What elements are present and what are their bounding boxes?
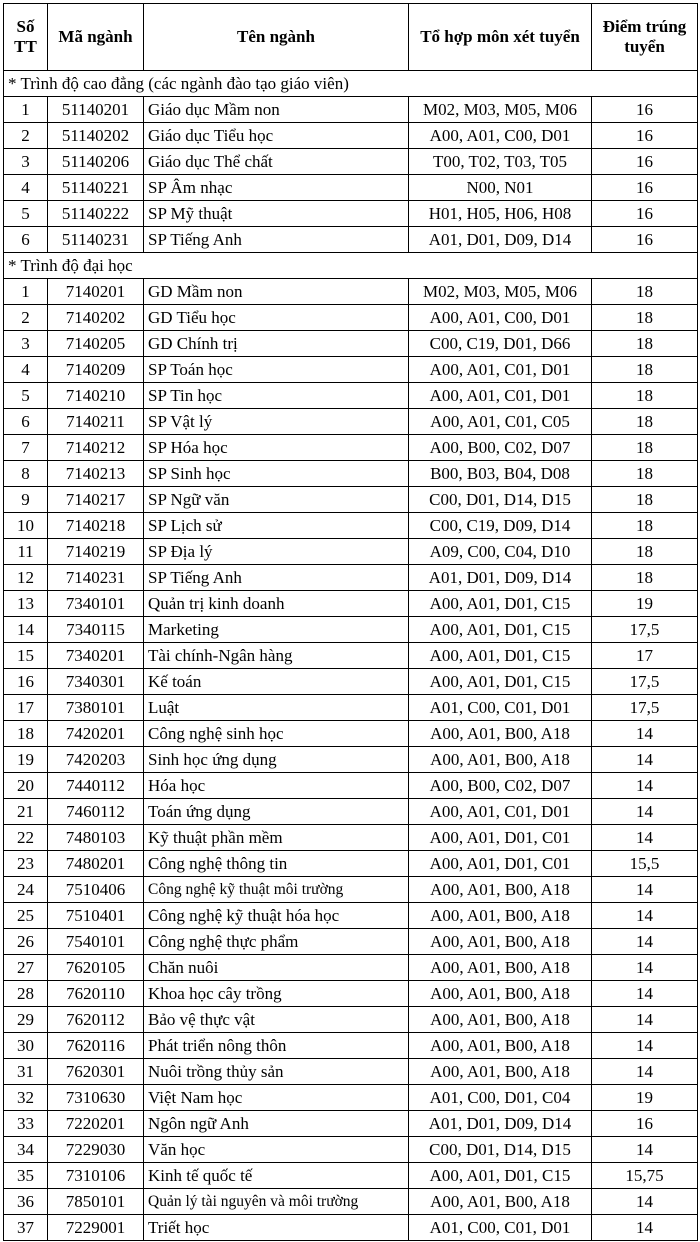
cell-code: 7140209 bbox=[48, 357, 144, 383]
table-row bbox=[4, 279, 698, 305]
cell-code: 7440112 bbox=[48, 773, 144, 799]
cell-code: 51140206 bbox=[48, 149, 144, 175]
cell-stt: 37 bbox=[4, 1215, 48, 1241]
cell-stt: 33 bbox=[4, 1111, 48, 1137]
cell-stt: 12 bbox=[4, 565, 48, 591]
cell-combo: A00, A01, D01, C15 bbox=[409, 1163, 592, 1189]
cell-code: 7229001 bbox=[48, 1215, 144, 1241]
cell-score: 18 bbox=[592, 487, 698, 513]
header-combo: Tổ hợp môn xét tuyển bbox=[409, 4, 592, 71]
cell-combo: A00, A01, B00, A18 bbox=[409, 1059, 592, 1085]
cell-name: Khoa học cây trồng bbox=[144, 981, 409, 1007]
cell-stt: 25 bbox=[4, 903, 48, 929]
cell-code: 7140202 bbox=[48, 305, 144, 331]
cell-combo: A00, A01, B00, A18 bbox=[409, 955, 592, 981]
table-row bbox=[4, 1215, 698, 1241]
cell-score: 17,5 bbox=[592, 669, 698, 695]
cell-stt: 19 bbox=[4, 747, 48, 773]
cell-stt: 2 bbox=[4, 123, 48, 149]
cell-stt: 16 bbox=[4, 669, 48, 695]
cell-combo: A09, C00, C04, D10 bbox=[409, 539, 592, 565]
cell-code: 7229030 bbox=[48, 1137, 144, 1163]
cell-combo: A01, D01, D09, D14 bbox=[409, 227, 592, 253]
cell-name: Công nghệ thông tin bbox=[144, 851, 409, 877]
cell-name: SP Hóa học bbox=[144, 435, 409, 461]
table-row bbox=[4, 1033, 698, 1059]
table-row bbox=[4, 1085, 698, 1111]
table-row bbox=[4, 1163, 698, 1189]
cell-score: 16 bbox=[592, 1111, 698, 1137]
cell-code: 7140212 bbox=[48, 435, 144, 461]
cell-stt: 7 bbox=[4, 435, 48, 461]
table-row bbox=[4, 981, 698, 1007]
cell-score: 14 bbox=[592, 877, 698, 903]
cell-code: 7540101 bbox=[48, 929, 144, 955]
cell-combo: A00, A01, C00, D01 bbox=[409, 305, 592, 331]
cell-stt: 23 bbox=[4, 851, 48, 877]
cell-combo: A00, A01, B00, A18 bbox=[409, 1189, 592, 1215]
table-row bbox=[4, 383, 698, 409]
cell-score: 14 bbox=[592, 825, 698, 851]
cell-combo: C00, D01, D14, D15 bbox=[409, 487, 592, 513]
cell-name: Chăn nuôi bbox=[144, 955, 409, 981]
table-row bbox=[4, 669, 698, 695]
cell-name: Quản lý tài nguyên và môi trường bbox=[144, 1189, 409, 1215]
table-row bbox=[4, 305, 698, 331]
cell-score: 14 bbox=[592, 1215, 698, 1241]
cell-score: 14 bbox=[592, 1059, 698, 1085]
cell-combo: C00, C19, D09, D14 bbox=[409, 513, 592, 539]
cell-combo: A00, A01, B00, A18 bbox=[409, 929, 592, 955]
cell-combo: A00, A01, B00, A18 bbox=[409, 1007, 592, 1033]
cell-score: 14 bbox=[592, 955, 698, 981]
cell-code: 7460112 bbox=[48, 799, 144, 825]
table-row bbox=[4, 825, 698, 851]
cell-combo: A00, A01, C01, D01 bbox=[409, 357, 592, 383]
cell-combo: A00, A01, D01, C15 bbox=[409, 669, 592, 695]
cell-code: 7480103 bbox=[48, 825, 144, 851]
cell-combo: A00, A01, B00, A18 bbox=[409, 877, 592, 903]
cell-combo: H01, H05, H06, H08 bbox=[409, 201, 592, 227]
cell-score: 18 bbox=[592, 461, 698, 487]
cell-code: 51140201 bbox=[48, 97, 144, 123]
cell-stt: 30 bbox=[4, 1033, 48, 1059]
cell-score: 18 bbox=[592, 513, 698, 539]
cell-score: 18 bbox=[592, 409, 698, 435]
section-row bbox=[4, 253, 698, 279]
cell-code: 7140201 bbox=[48, 279, 144, 305]
cell-name: SP Vật lý bbox=[144, 409, 409, 435]
section-row bbox=[4, 71, 698, 97]
cell-code: 7380101 bbox=[48, 695, 144, 721]
cell-name: Kỹ thuật phần mềm bbox=[144, 825, 409, 851]
table-row bbox=[4, 539, 698, 565]
admissions-table bbox=[3, 3, 698, 1241]
cell-name: Quản trị kinh doanh bbox=[144, 591, 409, 617]
cell-name: Công nghệ kỹ thuật hóa học bbox=[144, 903, 409, 929]
cell-name: SP Sinh học bbox=[144, 461, 409, 487]
cell-name: Việt Nam học bbox=[144, 1085, 409, 1111]
cell-stt: 26 bbox=[4, 929, 48, 955]
cell-code: 7140219 bbox=[48, 539, 144, 565]
cell-stt: 6 bbox=[4, 227, 48, 253]
cell-code: 7140210 bbox=[48, 383, 144, 409]
table-row bbox=[4, 721, 698, 747]
cell-score: 17 bbox=[592, 643, 698, 669]
table-row bbox=[4, 747, 698, 773]
cell-combo: A01, C00, D01, C04 bbox=[409, 1085, 592, 1111]
cell-stt: 24 bbox=[4, 877, 48, 903]
table-row bbox=[4, 1059, 698, 1085]
cell-score: 14 bbox=[592, 981, 698, 1007]
cell-score: 16 bbox=[592, 123, 698, 149]
cell-combo: A00, A01, D01, C01 bbox=[409, 851, 592, 877]
cell-code: 51140202 bbox=[48, 123, 144, 149]
table-row bbox=[4, 565, 698, 591]
cell-score: 14 bbox=[592, 1189, 698, 1215]
cell-name: Phát triển nông thôn bbox=[144, 1033, 409, 1059]
cell-name: GD Chính trị bbox=[144, 331, 409, 357]
cell-combo: A00, B00, C02, D07 bbox=[409, 435, 592, 461]
cell-score: 16 bbox=[592, 201, 698, 227]
cell-code: 7310630 bbox=[48, 1085, 144, 1111]
cell-name: Bảo vệ thực vật bbox=[144, 1007, 409, 1033]
table-row bbox=[4, 877, 698, 903]
cell-score: 18 bbox=[592, 383, 698, 409]
cell-name: Công nghệ sinh học bbox=[144, 721, 409, 747]
cell-code: 7340101 bbox=[48, 591, 144, 617]
table-body bbox=[4, 71, 698, 1241]
cell-name: GD Tiểu học bbox=[144, 305, 409, 331]
cell-code: 7140217 bbox=[48, 487, 144, 513]
cell-stt: 2 bbox=[4, 305, 48, 331]
cell-name: SP Địa lý bbox=[144, 539, 409, 565]
cell-stt: 18 bbox=[4, 721, 48, 747]
cell-code: 51140231 bbox=[48, 227, 144, 253]
cell-name: Tài chính-Ngân hàng bbox=[144, 643, 409, 669]
cell-stt: 1 bbox=[4, 279, 48, 305]
cell-name: Ngôn ngữ Anh bbox=[144, 1111, 409, 1137]
table-row bbox=[4, 175, 698, 201]
cell-code: 7420203 bbox=[48, 747, 144, 773]
cell-combo: A00, A01, C00, D01 bbox=[409, 123, 592, 149]
cell-code: 7510401 bbox=[48, 903, 144, 929]
cell-score: 14 bbox=[592, 903, 698, 929]
cell-code: 7140231 bbox=[48, 565, 144, 591]
cell-stt: 17 bbox=[4, 695, 48, 721]
cell-name: Công nghệ thực phẩm bbox=[144, 929, 409, 955]
cell-stt: 4 bbox=[4, 175, 48, 201]
cell-name: Giáo dục Mầm non bbox=[144, 97, 409, 123]
table-row bbox=[4, 643, 698, 669]
cell-code: 7140218 bbox=[48, 513, 144, 539]
table-row bbox=[4, 695, 698, 721]
cell-combo: T00, T02, T03, T05 bbox=[409, 149, 592, 175]
cell-name: Toán ứng dụng bbox=[144, 799, 409, 825]
header-name: Tên ngành bbox=[144, 4, 409, 71]
cell-stt: 13 bbox=[4, 591, 48, 617]
header-row bbox=[4, 4, 698, 71]
cell-stt: 11 bbox=[4, 539, 48, 565]
cell-score: 14 bbox=[592, 773, 698, 799]
cell-stt: 28 bbox=[4, 981, 48, 1007]
cell-score: 17,5 bbox=[592, 695, 698, 721]
table-row bbox=[4, 1007, 698, 1033]
cell-score: 17,5 bbox=[592, 617, 698, 643]
cell-stt: 20 bbox=[4, 773, 48, 799]
table-row bbox=[4, 903, 698, 929]
cell-name: Hóa học bbox=[144, 773, 409, 799]
cell-stt: 5 bbox=[4, 201, 48, 227]
section-title: * Trình độ đại học bbox=[4, 253, 698, 279]
cell-stt: 35 bbox=[4, 1163, 48, 1189]
header-score: Điểm trúng tuyển bbox=[592, 4, 698, 71]
cell-combo: A00, A01, B00, A18 bbox=[409, 903, 592, 929]
cell-score: 19 bbox=[592, 591, 698, 617]
cell-score: 18 bbox=[592, 305, 698, 331]
cell-score: 14 bbox=[592, 799, 698, 825]
table-row bbox=[4, 1189, 698, 1215]
cell-combo: A01, D01, D09, D14 bbox=[409, 1111, 592, 1137]
table-row bbox=[4, 123, 698, 149]
table-row bbox=[4, 773, 698, 799]
cell-name: Giáo dục Tiểu học bbox=[144, 123, 409, 149]
cell-name: Kế toán bbox=[144, 669, 409, 695]
cell-name: GD Mầm non bbox=[144, 279, 409, 305]
table-row bbox=[4, 617, 698, 643]
cell-name: SP Toán học bbox=[144, 357, 409, 383]
cell-stt: 8 bbox=[4, 461, 48, 487]
cell-combo: A00, A01, B00, A18 bbox=[409, 721, 592, 747]
table-row bbox=[4, 461, 698, 487]
cell-name: SP Ngữ văn bbox=[144, 487, 409, 513]
cell-code: 7620110 bbox=[48, 981, 144, 1007]
table-row bbox=[4, 851, 698, 877]
cell-combo: A00, B00, C02, D07 bbox=[409, 773, 592, 799]
cell-combo: C00, D01, D14, D15 bbox=[409, 1137, 592, 1163]
table-row bbox=[4, 149, 698, 175]
cell-stt: 36 bbox=[4, 1189, 48, 1215]
cell-code: 7480201 bbox=[48, 851, 144, 877]
cell-combo: A01, C00, C01, D01 bbox=[409, 1215, 592, 1241]
cell-score: 14 bbox=[592, 1007, 698, 1033]
cell-name: Văn học bbox=[144, 1137, 409, 1163]
cell-combo: A00, A01, D01, C01 bbox=[409, 825, 592, 851]
table-row bbox=[4, 929, 698, 955]
cell-score: 16 bbox=[592, 97, 698, 123]
cell-combo: A00, A01, B00, A18 bbox=[409, 1033, 592, 1059]
table-row bbox=[4, 97, 698, 123]
cell-code: 7340115 bbox=[48, 617, 144, 643]
cell-stt: 3 bbox=[4, 331, 48, 357]
cell-stt: 34 bbox=[4, 1137, 48, 1163]
cell-name: Luật bbox=[144, 695, 409, 721]
table-row bbox=[4, 331, 698, 357]
header-stt: Số TT bbox=[4, 4, 48, 71]
table-row bbox=[4, 357, 698, 383]
cell-combo: A00, A01, B00, A18 bbox=[409, 747, 592, 773]
cell-stt: 1 bbox=[4, 97, 48, 123]
cell-score: 18 bbox=[592, 279, 698, 305]
cell-name: Sinh học ứng dụng bbox=[144, 747, 409, 773]
cell-stt: 31 bbox=[4, 1059, 48, 1085]
cell-stt: 9 bbox=[4, 487, 48, 513]
cell-stt: 10 bbox=[4, 513, 48, 539]
cell-name: SP Mỹ thuật bbox=[144, 201, 409, 227]
cell-combo: A01, C00, C01, D01 bbox=[409, 695, 592, 721]
cell-score: 16 bbox=[592, 227, 698, 253]
cell-score: 14 bbox=[592, 1033, 698, 1059]
cell-stt: 27 bbox=[4, 955, 48, 981]
cell-code: 7510406 bbox=[48, 877, 144, 903]
cell-score: 18 bbox=[592, 565, 698, 591]
cell-score: 18 bbox=[592, 435, 698, 461]
cell-score: 14 bbox=[592, 721, 698, 747]
cell-stt: 14 bbox=[4, 617, 48, 643]
cell-code: 7620105 bbox=[48, 955, 144, 981]
cell-combo: C00, C19, D01, D66 bbox=[409, 331, 592, 357]
cell-combo: A00, A01, B00, A18 bbox=[409, 981, 592, 1007]
table-row bbox=[4, 227, 698, 253]
cell-score: 16 bbox=[592, 175, 698, 201]
cell-name: Nuôi trồng thủy sản bbox=[144, 1059, 409, 1085]
cell-combo: A00, A01, D01, C15 bbox=[409, 591, 592, 617]
cell-code: 7140211 bbox=[48, 409, 144, 435]
cell-score: 14 bbox=[592, 929, 698, 955]
cell-name: Marketing bbox=[144, 617, 409, 643]
table-row bbox=[4, 591, 698, 617]
table-row bbox=[4, 1111, 698, 1137]
cell-score: 14 bbox=[592, 747, 698, 773]
cell-stt: 3 bbox=[4, 149, 48, 175]
cell-score: 18 bbox=[592, 539, 698, 565]
cell-code: 7340301 bbox=[48, 669, 144, 695]
cell-stt: 5 bbox=[4, 383, 48, 409]
cell-score: 15,5 bbox=[592, 851, 698, 877]
cell-combo: A00, A01, C01, D01 bbox=[409, 383, 592, 409]
cell-name: SP Lịch sử bbox=[144, 513, 409, 539]
section-title: * Trình độ cao đẳng (các ngành đào tạo giáo viên) bbox=[4, 71, 698, 97]
cell-combo: N00, N01 bbox=[409, 175, 592, 201]
cell-score: 19 bbox=[592, 1085, 698, 1111]
cell-combo: A01, D01, D09, D14 bbox=[409, 565, 592, 591]
cell-stt: 32 bbox=[4, 1085, 48, 1111]
cell-code: 7620116 bbox=[48, 1033, 144, 1059]
cell-code: 7620301 bbox=[48, 1059, 144, 1085]
cell-score: 14 bbox=[592, 1137, 698, 1163]
cell-code: 7420201 bbox=[48, 721, 144, 747]
table-row bbox=[4, 435, 698, 461]
cell-code: 7620112 bbox=[48, 1007, 144, 1033]
table-row bbox=[4, 487, 698, 513]
cell-stt: 22 bbox=[4, 825, 48, 851]
table-row bbox=[4, 409, 698, 435]
cell-stt: 6 bbox=[4, 409, 48, 435]
table-row bbox=[4, 799, 698, 825]
cell-name: SP Tiếng Anh bbox=[144, 227, 409, 253]
header-code: Mã ngành bbox=[48, 4, 144, 71]
cell-combo: A00, A01, D01, C15 bbox=[409, 617, 592, 643]
cell-combo: A00, A01, C01, D01 bbox=[409, 799, 592, 825]
cell-combo: A00, A01, C01, C05 bbox=[409, 409, 592, 435]
cell-name: SP Âm nhạc bbox=[144, 175, 409, 201]
cell-combo: B00, B03, B04, D08 bbox=[409, 461, 592, 487]
cell-combo: M02, M03, M05, M06 bbox=[409, 279, 592, 305]
table-row bbox=[4, 1137, 698, 1163]
cell-stt: 21 bbox=[4, 799, 48, 825]
cell-code: 51140222 bbox=[48, 201, 144, 227]
cell-name: Triết học bbox=[144, 1215, 409, 1241]
table-row bbox=[4, 201, 698, 227]
cell-name: SP Tin học bbox=[144, 383, 409, 409]
cell-name: Giáo dục Thể chất bbox=[144, 149, 409, 175]
cell-name: Công nghệ kỹ thuật môi trường bbox=[144, 877, 409, 903]
cell-name: SP Tiếng Anh bbox=[144, 565, 409, 591]
cell-score: 18 bbox=[592, 357, 698, 383]
cell-score: 18 bbox=[592, 331, 698, 357]
cell-code: 7340201 bbox=[48, 643, 144, 669]
cell-code: 7310106 bbox=[48, 1163, 144, 1189]
cell-name: Kinh tế quốc tế bbox=[144, 1163, 409, 1189]
cell-code: 7850101 bbox=[48, 1189, 144, 1215]
cell-combo: M02, M03, M05, M06 bbox=[409, 97, 592, 123]
cell-code: 7140205 bbox=[48, 331, 144, 357]
cell-stt: 15 bbox=[4, 643, 48, 669]
cell-code: 51140221 bbox=[48, 175, 144, 201]
cell-stt: 4 bbox=[4, 357, 48, 383]
cell-stt: 29 bbox=[4, 1007, 48, 1033]
table-row bbox=[4, 513, 698, 539]
cell-score: 16 bbox=[592, 149, 698, 175]
cell-score: 15,75 bbox=[592, 1163, 698, 1189]
cell-combo: A00, A01, D01, C15 bbox=[409, 643, 592, 669]
table-row bbox=[4, 955, 698, 981]
cell-code: 7140213 bbox=[48, 461, 144, 487]
cell-code: 7220201 bbox=[48, 1111, 144, 1137]
